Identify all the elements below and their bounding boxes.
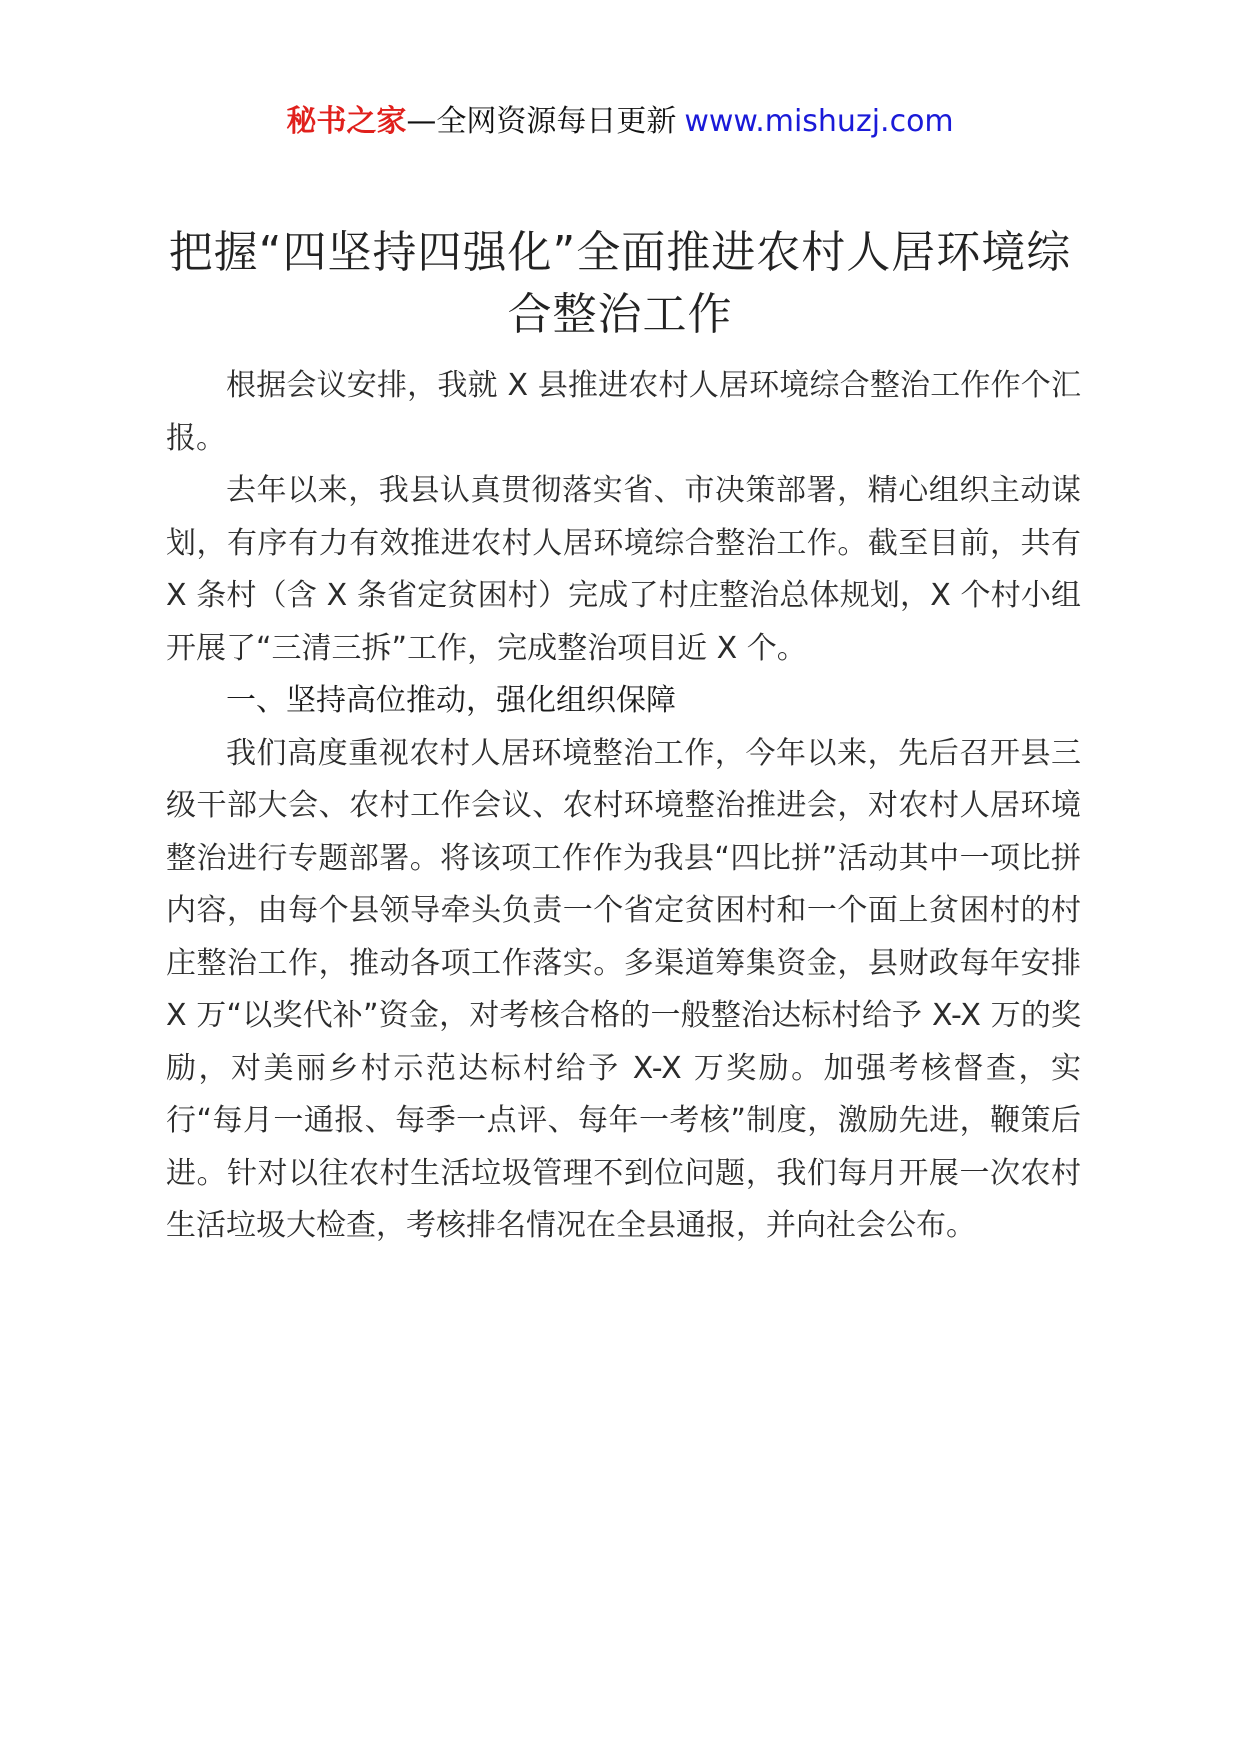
site-brand: 秘书之家 [286,104,407,139]
site-header [0,100,1240,144]
site-tagline: —全网资源每日更新 [406,104,677,139]
document-title: 把握“四坚持四强化”全面推进农村人居环境综合整治工作 [168,227,1072,340]
summary-paragraph: 去年以来，我县认真贯彻落实省、市决策部署，精心组织主动谋划，有序有力有效推进农村人居环境综合整治工作。截至目前，共有 X 条村（含 X 条省定贫困村）完成了村庄整治总体规划，X 个村小组开展了“三清三拆”工作，完成整治项目近 X 个。 [166,473,1081,666]
document-body [166,360,1081,1253]
section-1-paragraph: 我们高度重视农村人居环境整治工作，今年以来，先后召开县三级干部大会、农村工作会议、农村环境整治推进会，对农村人居环境整治进行专题部署。将该项工作作为我县“四比拼”活动其中一项比拼内容，由每个县领导牵头负责一个省定贫困村和一个面上贫困村的村庄整治工作，推动各项工作落实。多渠道筹集资金，县财政每年安排 X 万“以奖代补”资金，对考核合格的一般整治达标村给予 X-X 万的奖励，对美丽乡村示范达标村给予 X-X 万奖励。加强考核督查，实行“每月一通报、每季一点评、每年一考核”制度，激励先进，鞭策后进。针对以往农村生活垃圾管理不到位问题，我们每月开展一次农村生活垃圾大检查，考核排名情况在全县通报，并向社会公布。 [166,735,1081,1243]
site-url-link[interactable]: www.mishuzj.com [684,104,954,139]
section-heading-1: 一、坚持高位推动，强化组织保障 [226,683,676,718]
intro-paragraph: 根据会议安排，我就 X 县推进农村人居环境综合整治工作作个汇报。 [166,368,1081,456]
